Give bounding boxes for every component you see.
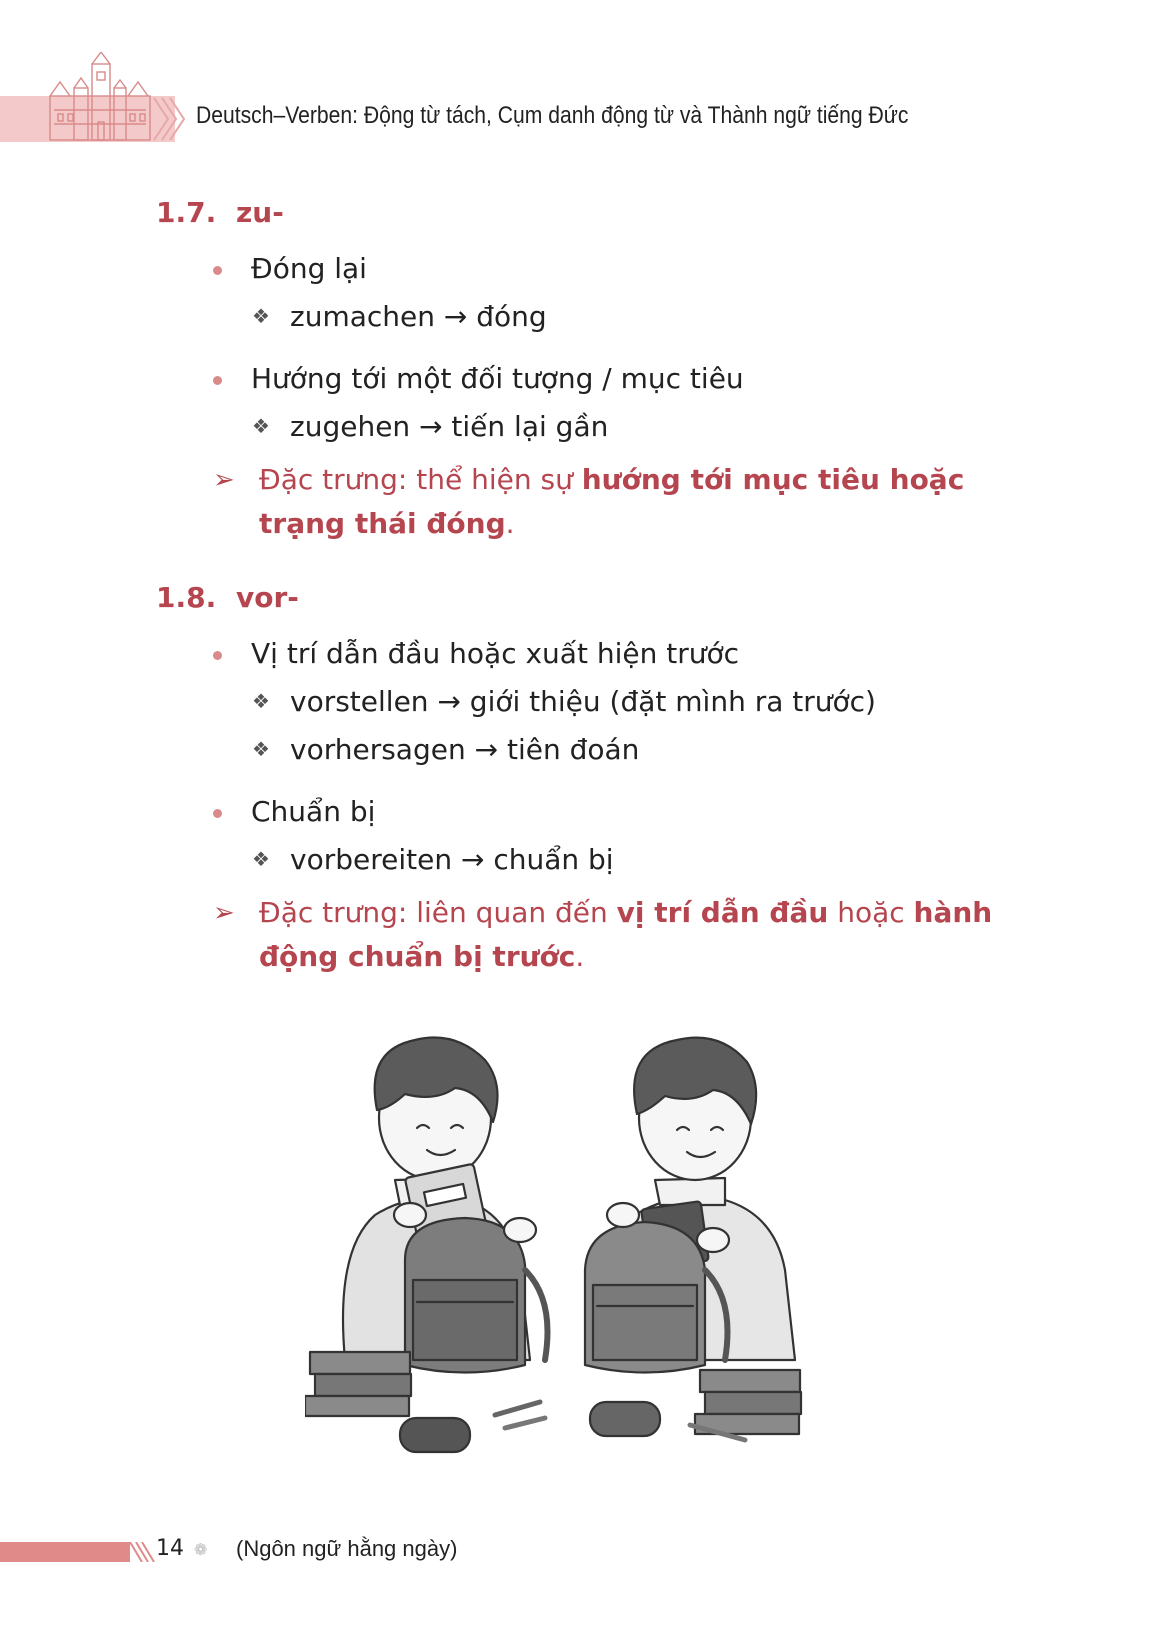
four-diamond-icon: ❖ [252,689,270,713]
bullet-text: Hướng tới một đối tượng / mục tiêu [251,362,744,395]
section-prefix: vor- [236,581,299,614]
example-text: vorhersagen → tiên đoán [290,733,640,766]
chevrons-icon [150,96,190,142]
flower-icon: ❁ [194,1540,208,1559]
running-title: Deutsch–Verben: Động từ tách, Cụm danh động từ và Thành ngữ tiếng Đức [196,102,909,129]
feature-tail: . [575,940,585,973]
series-name: (Ngôn ngữ hằng ngày) [236,1536,458,1561]
arrowhead-icon: ➢ [213,898,235,928]
feature-bold: hướng tới mục tiêu hoặc trạng thái đóng [259,463,965,540]
section-heading-zu [156,196,284,229]
section-number: 1.7. [156,196,217,229]
four-diamond-icon: ❖ [252,847,270,871]
boys-packing-backpacks-illustration [305,1030,845,1490]
section-heading-vor [156,581,299,614]
dot-icon [213,266,222,275]
bullet-text: Đóng lại [251,252,367,285]
bullet-text: Vị trí dẫn đầu hoặc xuất hiện trước [251,637,740,670]
example-text: vorstellen → giới thiệu (đặt mình ra trước) [290,685,876,718]
example-item [252,410,608,443]
feature-mid: hoặc [828,896,914,929]
example-item [252,733,639,766]
bullet-text: Chuẩn bị [251,795,376,828]
example-text: zumachen → đóng [290,300,547,333]
arrowhead-icon: ➢ [213,465,235,495]
page-number: 14 [156,1536,184,1561]
castle-icon [40,52,160,142]
example-text: vorbereiten → chuẩn bị [290,843,614,876]
page-footer [0,1530,1158,1580]
dot-icon [213,809,222,818]
feature-lead: Đặc trưng: thể hiện sự [259,463,582,496]
four-diamond-icon: ❖ [252,737,270,761]
feature-bold: vị trí dẫn đầu [616,896,829,929]
example-text: zugehen → tiến lại gần [290,410,609,443]
four-diamond-icon: ❖ [252,304,270,328]
four-diamond-icon: ❖ [252,414,270,438]
feature-lead: Đặc trưng: liên quan đến [259,896,617,929]
section-number: 1.8. [156,581,217,614]
feature-bold: hành động chuẩn bị trước [259,896,993,973]
example-item [252,300,547,333]
feature-tail: . [505,507,515,540]
dot-icon [213,651,222,660]
footer-bar [0,1542,130,1562]
example-item [252,843,614,876]
dot-icon [213,376,222,385]
page-header [0,52,1158,142]
example-item [252,685,876,718]
section-prefix: zu- [236,196,284,229]
